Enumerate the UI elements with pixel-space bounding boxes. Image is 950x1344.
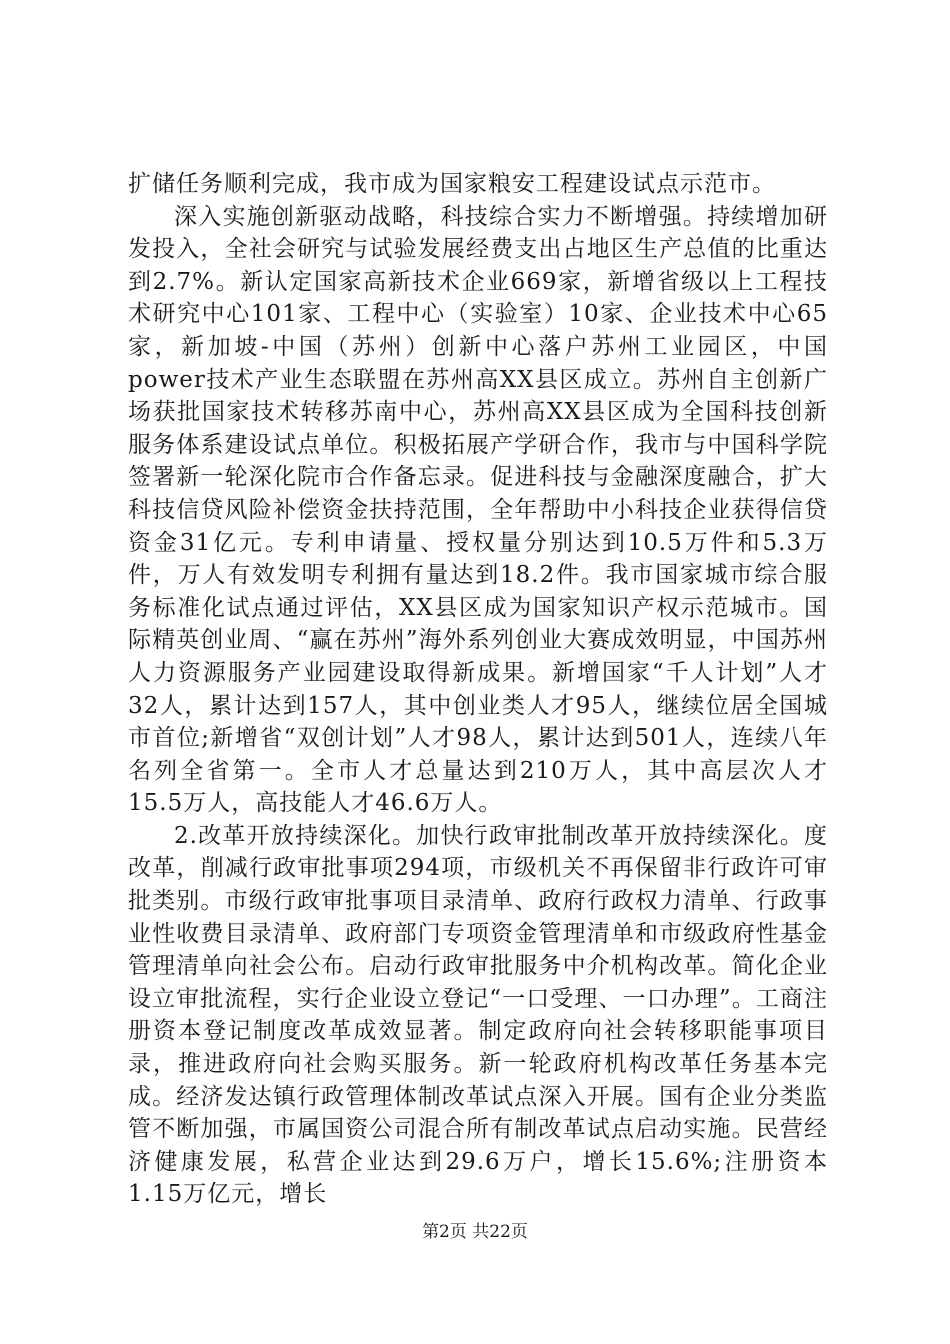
document-body <box>128 168 828 1211</box>
paragraph-3: 2.改革开放持续深化。加快行政审批制改革开放持续深化。度改革，削减行政审批事项294项，市级机关不再保留非行政许可审批类别。市级行政审批事项目录清单、政府行政权力清单、行政事业性收费目录清单、政府部门专项资金管理清单和市级政府性基金管理清单向社会公布。启动行政审批服务中介机构改革。简化企业设立审批流程，实行企业设立登记“一口受理、一口办理”。工商注册资本登记制度改革成效显著。制定政府向社会转移职能事项目录，推进政府向社会购买服务。新一轮政府机构改革任务基本完成。经济发达镇行政管理体制改革试点深入开展。国有企业分类监管不断加强，市属国资公司混合所有制改革试点启动实施。民营经济健康发展，私营企业达到29.6万户，增长15.6%;注册资本1.15万亿元，增长 <box>128 822 828 1208</box>
page-number-footer: 第2页 共22页 <box>422 1222 528 1242</box>
paragraph-2: 深入实施创新驱动战略，科技综合实力不断增强。持续增加研发投入，全社会研究与试验发展经费支出占地区生产总值的比重达到2.7%。新认定国家高新技术企业669家，新增省级以上工程技术研究中心101家、工程中心（实验室）10家、企业技术中心65家，新加坡-中国（苏州）创新中心落户苏州工业园区，中国power技术产业生态联盟在苏州高XX县区成立。苏州自主创新广场获批国家技术转移苏南中心，苏州高XX县区成为全国科技创新服务体系建设试点单位。积极拓展产学研合作，我市与中国科学院签署新一轮深化院市合作备忘录。促进科技与金融深度融合，扩大科技信贷风险补偿资金扶持范围，全年帮助中小科技企业获得信贷资金31亿元。专利申请量、授权量分别达到10.5万件和5.3万件，万人有效发明专利拥有量达到18.2件。我市国家城市综合服务标准化试点通过评估，XX县区成为国家知识产权示范城市。国际精英创业周、“赢在苏州”海外系列创业大赛成效明显，中国苏州人力资源服务产业园建设取得新成果。新增国家“千人计划”人才32人，累计达到157人，其中创业类人才95人，继续位居全国城市首位;新增省“双创计划”人才98人，累计达到501人，连续八年名列全省第一。全市人才总量达到210万人，其中高层次人才15.5万人，高技能人才46.6万人。 <box>128 203 828 817</box>
paragraph-1: 扩储任务顺利完成，我市成为国家粮安工程建设试点示范市。 <box>128 171 776 197</box>
